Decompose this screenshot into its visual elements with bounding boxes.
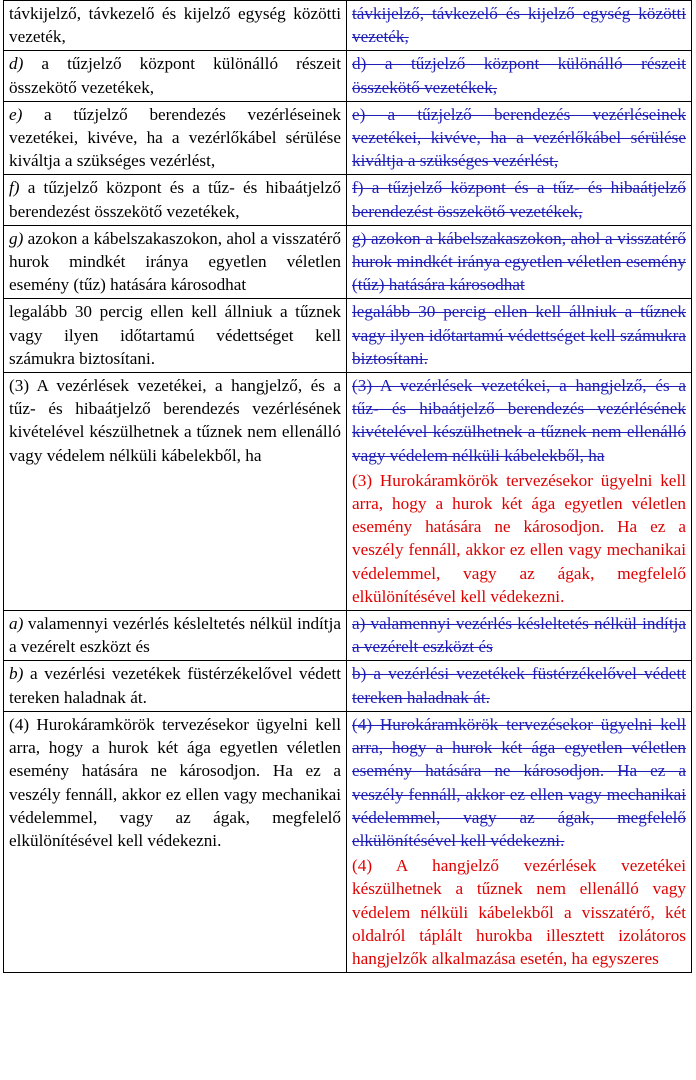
deleted-text: f) a tűzjelző központ és a tűz- és hibaátjelző berendezést összekötő vezetékek, [352, 178, 686, 221]
amended-text-cell [347, 175, 692, 225]
amended-text-cell [347, 299, 692, 373]
original-text-cell [4, 51, 347, 101]
deleted-text: b) a vezérlési vezetékek füstérzékelővel védett tereken haladnak át. [352, 664, 686, 707]
original-text-cell [4, 175, 347, 225]
original-text: valamennyi vezérlés késleltetés nélkül indítja a vezérelt eszközt és [9, 614, 341, 657]
table-row [4, 299, 692, 373]
table-row [4, 225, 692, 299]
amended-text-cell [347, 51, 692, 101]
amended-text-cell [347, 1, 692, 51]
original-text-cell [4, 373, 347, 611]
deleted-text: a) valamennyi vezérlés késleltetés nélkül indítja a vezérelt eszközt és [352, 614, 686, 657]
comparison-table [3, 0, 692, 973]
amended-text-cell [347, 225, 692, 299]
inserted-text: (4) A hangjelző vezérlések vezetékei készülhetnek a tűznek nem ellenálló vagy védelem nélküli kábelekből a visszatérő, két oldalról táplált hurokba illesztett izolátoros hangjelzők alkalmazása esetén, ha egyszeres [352, 856, 686, 968]
original-text-cell [4, 661, 347, 711]
table-row [4, 711, 692, 972]
table-row [4, 661, 692, 711]
deleted-text: távkijelző, távkezelő és kijelző egység közötti vezeték, [352, 4, 686, 47]
deleted-text: d) a tűzjelző központ különálló részeit összekötő vezetékek, [352, 54, 686, 97]
original-text-cell [4, 225, 347, 299]
original-text-cell [4, 611, 347, 661]
deleted-text: legalább 30 percig ellen kell állniuk a tűznek vagy ilyen időtartamú védettséget kell számukra biztosítani. [352, 302, 686, 368]
original-text: távkijelző, távkezelő és kijelző egység közötti vezeték, [9, 4, 341, 47]
table-row [4, 101, 692, 175]
deleted-text: g) azokon a kábelszakaszokon, ahol a visszatérő hurok mindkét iránya egyetlen véletlen esemény (tűz) hatására károsodhat [352, 228, 686, 295]
table-row [4, 51, 692, 101]
item-marker: a) [9, 614, 24, 634]
inserted-text: (3) Hurokáramkörök tervezésekor ügyelni kell arra, hogy a hurok két ága egyetlen véletlen esemény hatására ne károsodjon. Ha ez a veszély fennáll, akkor ez ellen vagy mechanikai védelemmel, vagy az ágak, megfelelő elkülönítésével kell védekezni. [352, 470, 686, 606]
item-marker: d) [9, 54, 24, 74]
original-text: legalább 30 percig ellen kell állniuk a tűznek vagy ilyen időtartamú védettséget kell számukra biztosítani. [9, 302, 341, 368]
original-text: azokon a kábelszakaszokon, ahol a visszatérő hurok mindkét iránya egyetlen véletlen esemény (tűz) hatására károsodhat [9, 228, 341, 295]
deleted-text: (4) Hurokáramkörök tervezésekor ügyelni kell arra, hogy a hurok két ága egyetlen véletlen esemény hatására ne károsodjon. Ha ez a veszély fennáll, akkor ez ellen vagy mechanikai védelemmel, vagy az ágak, megfelelő elkülönítésével kell védekezni. [352, 714, 686, 850]
original-text-cell [4, 711, 347, 972]
item-marker: e) [9, 104, 23, 124]
table-row [4, 1, 692, 51]
amended-text-cell [347, 661, 692, 711]
table-row [4, 373, 692, 611]
deleted-text: e) a tűzjelző berendezés vezérléseinek vezetékei, kivéve, ha a vezérlőkábel sérülése kiváltja a szükséges vezérlést, [352, 104, 686, 171]
table-row [4, 611, 692, 661]
original-text: a tűzjelző központ és a tűz- és hibaátjelző berendezést összekötő vezetékek, [9, 178, 341, 221]
original-text: (4) Hurokáramkörök tervezésekor ügyelni kell arra, hogy a hurok két ága egyetlen véletlen esemény hatására ne károsodjon. Ha ez a veszély fennáll, akkor ez ellen vagy mechanikai védelemmel, vagy az ágak, megfelelő elkülönítésével kell védekezni. [9, 714, 341, 850]
original-text: a vezérlési vezetékek füstérzékelővel védett tereken haladnak át. [9, 664, 341, 707]
amended-text-cell [347, 711, 692, 972]
original-text-cell [4, 299, 347, 373]
amended-text-cell [347, 373, 692, 611]
original-text: (3) A vezérlések vezetékei, a hangjelző, és a tűz- és hibaátjelző berendezés vezérlésének kivételével készülhetnek a tűznek nem ellenálló vagy védelem nélküli kábelekből, ha [9, 376, 341, 465]
amended-text-cell [347, 101, 692, 175]
original-text: a tűzjelző berendezés vezérléseinek vezetékei, kivéve, ha a vezérlőkábel sérülése kiváltja a szükséges vezérlést, [9, 104, 341, 171]
original-text: a tűzjelző központ különálló részeit összekötő vezetékek, [9, 54, 341, 97]
amended-text-cell [347, 611, 692, 661]
table-row [4, 175, 692, 225]
item-marker: f) [9, 178, 20, 198]
original-text-cell [4, 1, 347, 51]
item-marker: g) [9, 228, 24, 248]
deleted-text: (3) A vezérlések vezetékei, a hangjelző, és a tűz- és hibaátjelző berendezés vezérlésének kivételével készülhetnek a tűznek nem ellenálló vagy védelem nélküli kábelekből, ha [352, 376, 686, 465]
original-text-cell [4, 101, 347, 175]
item-marker: b) [9, 664, 24, 684]
